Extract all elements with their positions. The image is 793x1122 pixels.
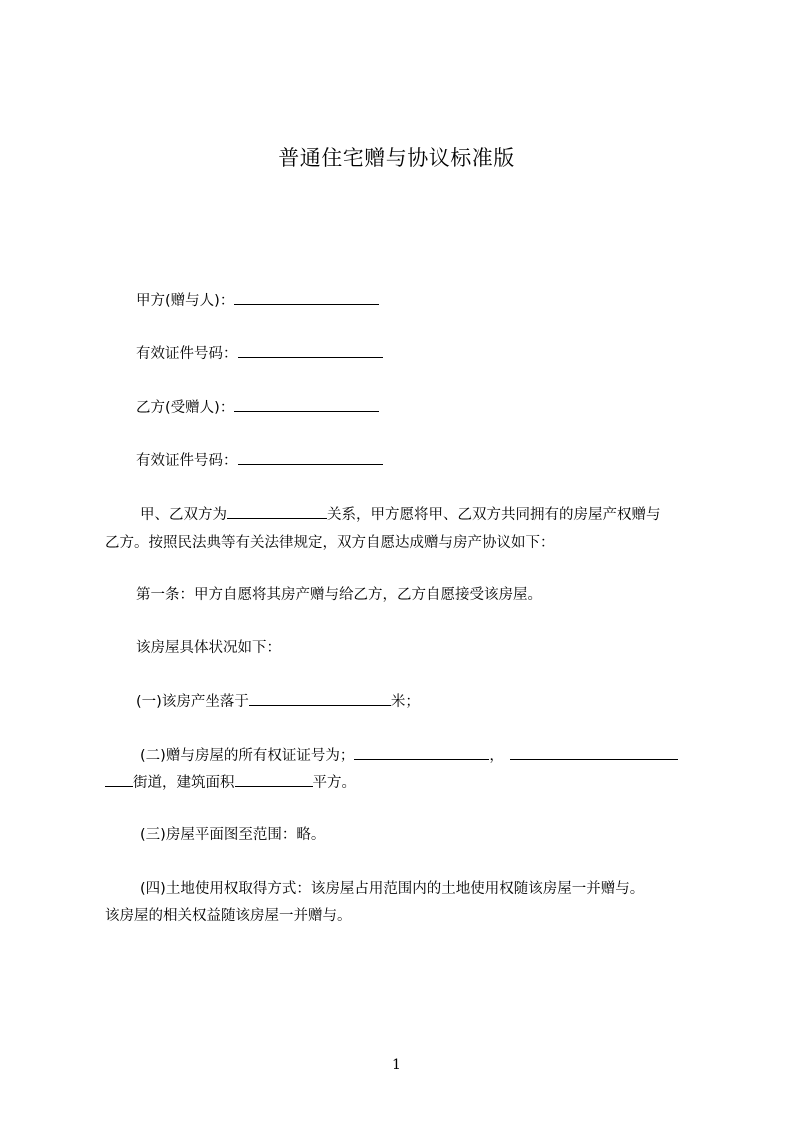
id-number-line-2 — [136, 450, 383, 472]
item-1-unit: 米； — [390, 694, 420, 710]
relationship-blank[interactable] — [227, 504, 327, 519]
item-1 — [136, 691, 420, 713]
id-label-2: 有效证件号码： — [136, 453, 238, 469]
street-blank[interactable] — [105, 772, 133, 787]
item-2-line-2 — [105, 772, 356, 794]
item-4-line-1: (四)土地使用权取得方式：该房屋占用范围内的土地使用权随该房屋一并赠与。 — [140, 881, 645, 897]
party-a-blank[interactable] — [234, 290, 379, 305]
party-b-label: 乙方(受赠人)： — [136, 400, 235, 416]
page-number: 1 — [392, 1057, 401, 1073]
document-title: 普通住宅赠与协议标准版 — [278, 146, 515, 170]
location-blank[interactable] — [249, 691, 391, 706]
id-number-blank-2[interactable] — [238, 450, 383, 465]
article-1: 第一条：甲方自愿将其房产赠与给乙方，乙方自愿接受该房屋。 — [136, 587, 542, 603]
item-2-unit: 平方。 — [312, 775, 356, 791]
certificate-blank-1[interactable] — [354, 745, 489, 760]
item-2-text: (二)赠与房屋的所有权证证号为； — [140, 748, 355, 764]
status-intro: 该房屋具体状况如下： — [136, 640, 281, 656]
party-b-line — [136, 397, 379, 419]
party-a-line — [136, 290, 379, 312]
party-a-label: 甲方(赠与人)： — [136, 293, 235, 309]
item-2-line-1 — [140, 745, 678, 767]
certificate-blank-2[interactable] — [510, 745, 678, 760]
item-4-line-2: 该房屋的相关权益随该房屋一并赠与。 — [105, 908, 352, 924]
item-3: (三)房屋平面图至范围：略。 — [140, 827, 326, 843]
item-1-text: (一)该房产坐落于 — [136, 694, 249, 710]
id-label-1: 有效证件号码： — [136, 346, 238, 362]
intro-line-2: 乙方。按照民法典等有关法律规定，双方自愿达成赠与房产协议如下： — [105, 535, 555, 551]
item-2-street: 街道，建筑面积 — [133, 775, 235, 791]
intro-line-1 — [140, 504, 661, 526]
id-number-line-1 — [136, 343, 383, 365]
party-b-blank[interactable] — [234, 397, 379, 412]
id-number-blank-1[interactable] — [238, 343, 383, 358]
intro-text-1b: 关系，甲方愿将甲、乙双方共同拥有的房屋产权赠与 — [327, 507, 661, 523]
item-2-comma: ， — [489, 748, 504, 764]
intro-text-1a: 甲、乙双方为 — [140, 507, 227, 523]
area-blank[interactable] — [235, 772, 313, 787]
